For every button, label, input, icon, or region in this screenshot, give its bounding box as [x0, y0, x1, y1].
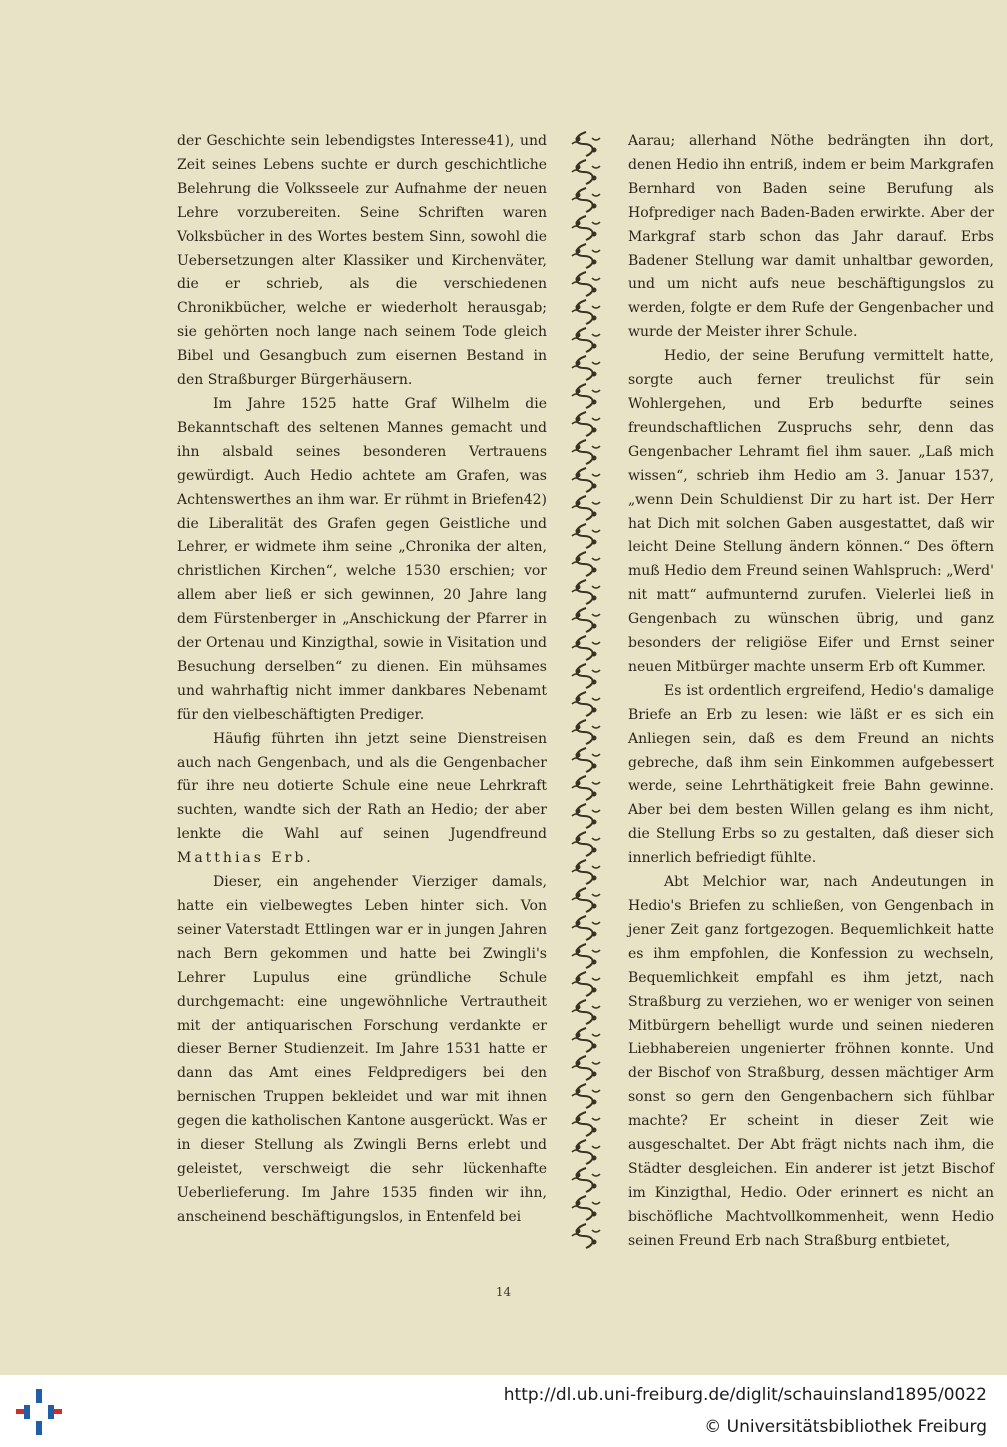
- paragraph-text: Häufig führten ihn jetzt seine Dienstreisen auch nach Gengenbach, und als die Gengenbacher für ihre neu dotierte Schule eine neue Lehrkraft suchten, wandte sich der Rath an Hedio; der aber lenkte die Wahl auf seinen Jugendfreund: [177, 730, 547, 843]
- paragraph: Aarau; allerhand Nöthe bedrängten ihn dort, denen Hedio ihn entriß, indem er beim Markgrafen Bernhard von Baden seine Berufung als Hofprediger nach Baden-Baden erwirkte. Aber der Markgraf starb schon das Jahr darauf. Erbs Badener Stellung war damit unhaltbar geworden, und um nicht aufs neue beschäftigungslos zu werden, folgte er dem Rufe der Gengenbacher und wurde der Meister ihrer Schule.: [628, 133, 994, 341]
- paragraph: Abt Melchior war, nach Andeutungen in Hedio's Briefen zu schließen, von Gengenbach in jener Zeit ganz fortgezogen. Bequemlichkeit hatte es ihm empfohlen, die Konfession zu wechseln, Bequemlichkeit empfahl es ihm jetzt, nach Straßburg zu verziehen, wo er weniger von seinen Mitbürgern behelligt wurde und seinen niederen Liebhabereien ungenierter fröhnen konnte. Und der Bischof von Straßburg, dessen mächtiger Arm sonst so gern den Gengenbachern sich fühlbar machte? Er scheint in dieser Zeit wie ausgeschaltet. Der Abt frägt nichts nach ihm, die Städter desgleichen. Ein anderer ist jetzt Bischof im Kinzigthal, Hedio. Oder erinnert es nicht an bischöfliche Machtvollkommenheit, wenn Hedio seinen Freund Erb nach Straßburg entbietet,: [628, 874, 994, 1249]
- paragraph: Hedio, der seine Berufung vermittelt hatte, sorgte auch ferner treulichst für sein Wohlergehen, und Erb bedurfte seines freundschaftlichen Zuspruchs sehr, denn das Gengenbacher Lehramt fiel ihm sauer. „Laß mich wissen“, schrieb ihm Hedio am 3. Januar 1537, „wenn Dein Schuldienst Dir zu hart ist. Der Herr hat Dich mit solchen Gaben ausgestattet, daß wir leicht Deine Stellung ändern können.“ Des öftern muß Hedio dem Freund seinen Wahlspruch: „Werd' nit matt“ aufmunternd zurufen. Vielerlei ließ in Gengenbach zu wünschen übrig, und ganz besonders der religiöse Eifer und Ernst seiner neuen Mitbürger machte unserm Erb oft Kummer.: [628, 348, 994, 675]
- copyright-notice: © Universitätsbibliothek Freiburg: [704, 1417, 987, 1437]
- source-url-link[interactable]: http://dl.ub.uni-freiburg.de/diglit/schauinsland1895/0022: [503, 1385, 987, 1405]
- paragraph: [177, 728, 547, 871]
- vertical-floral-ornament-icon: [566, 130, 606, 1250]
- paragraph: Dieser, ein angehender Vierziger damals, hatte ein vielbewegtes Leben hinter sich. Von seiner Vaterstadt Ettlingen war er in jungen Jahren nach Bern gekommen und hatte bei Zwingli's Lehrer Lupulus eine gründliche Schule durchgemacht: eine ungewöhnliche Vertrautheit mit der antiquarischen Forschung verdankte er dieser Berner Studienzeit. Im Jahre 1531 hatte er dann das Amt eines Feldpredigers bei den bernischen Truppen bekleidet und war mit ihnen gegen die katholischen Kantone ausgerückt. Was er in dieser Stellung als Zwingli Berns erlebt und geleistet, verschweigt die sehr lückenhafte Ueberlieferung. Im Jahre 1535 finden wir ihn, anscheinend beschäftigungslos, in Entenfeld bei: [177, 874, 547, 1225]
- right-text-column: [628, 130, 994, 1254]
- page-number: 14: [495, 1285, 512, 1299]
- paragraph: Im Jahre 1525 hatte Graf Wilhelm die Bekanntschaft des seltenen Mannes gemacht und ihn alsbald seines besonderen Vertrauens gewürdigt. Auch Hedio achtete am Grafen, was Achtenswerthes an ihm war. Er rühmt in Briefen42) die Liberalität des Grafen gegen Geistliche und Lehrer, er widmete ihm seine „Chronika der alten, christlichen Kirchen“, welche 1530 erschien; vor allem aber ließ er sich gewinnen, 20 Jahre lang dem Fürstenberger in „Anschickung der Pfarrer in der Ortenau und Kinzigthal, sowie in Visitation und Besuchung derselben“ zu dienen. Ein mühsames und wahrhaftig nicht immer dankbares Nebenamt für den vielbeschäftigten Prediger.: [177, 395, 547, 723]
- paragraph: der Geschichte sein lebendigstes Interesse41), und Zeit seines Lebens suchte er durch geschichtliche Belehrung die Volksseele zur Aufnahme der neuen Lehre vorzubereiten. Seine Schriften waren Volksbücher in des Wortes bestem Sinn, sowohl die Uebersetzungen alter Klassiker und Kirchenväter, die er schrieb, als die verschiedenen Chronikbücher, welche er wiederholt herausgab; sie gehörten noch lange nach seinem Tode gleich Bibel und Gesangbuch zum eisernen Bestand in den Straßburger Bürgerhäusern.: [177, 133, 547, 389]
- paragraph: Es ist ordentlich ergreifend, Hedio's damalige Briefe an Erb zu lesen: wie läßt er es sich ein Anliegen sein, daß es dem Freund an nichts gebreche, daß ihm sein Einkommen aufgebessert werde, seine Lehrthätigkeit freie Bahn gewinne. Aber bei dem besten Willen gelang es ihm nicht, die Stellung Erbs so zu gestalten, daß dieser sich innerlich befriedigt fühlte.: [628, 682, 994, 867]
- person-name: Matthias Erb.: [177, 850, 314, 867]
- left-text-column: [177, 130, 547, 1230]
- footer-bar: [0, 1375, 1007, 1447]
- ub-freiburg-logo-icon: [14, 1387, 64, 1437]
